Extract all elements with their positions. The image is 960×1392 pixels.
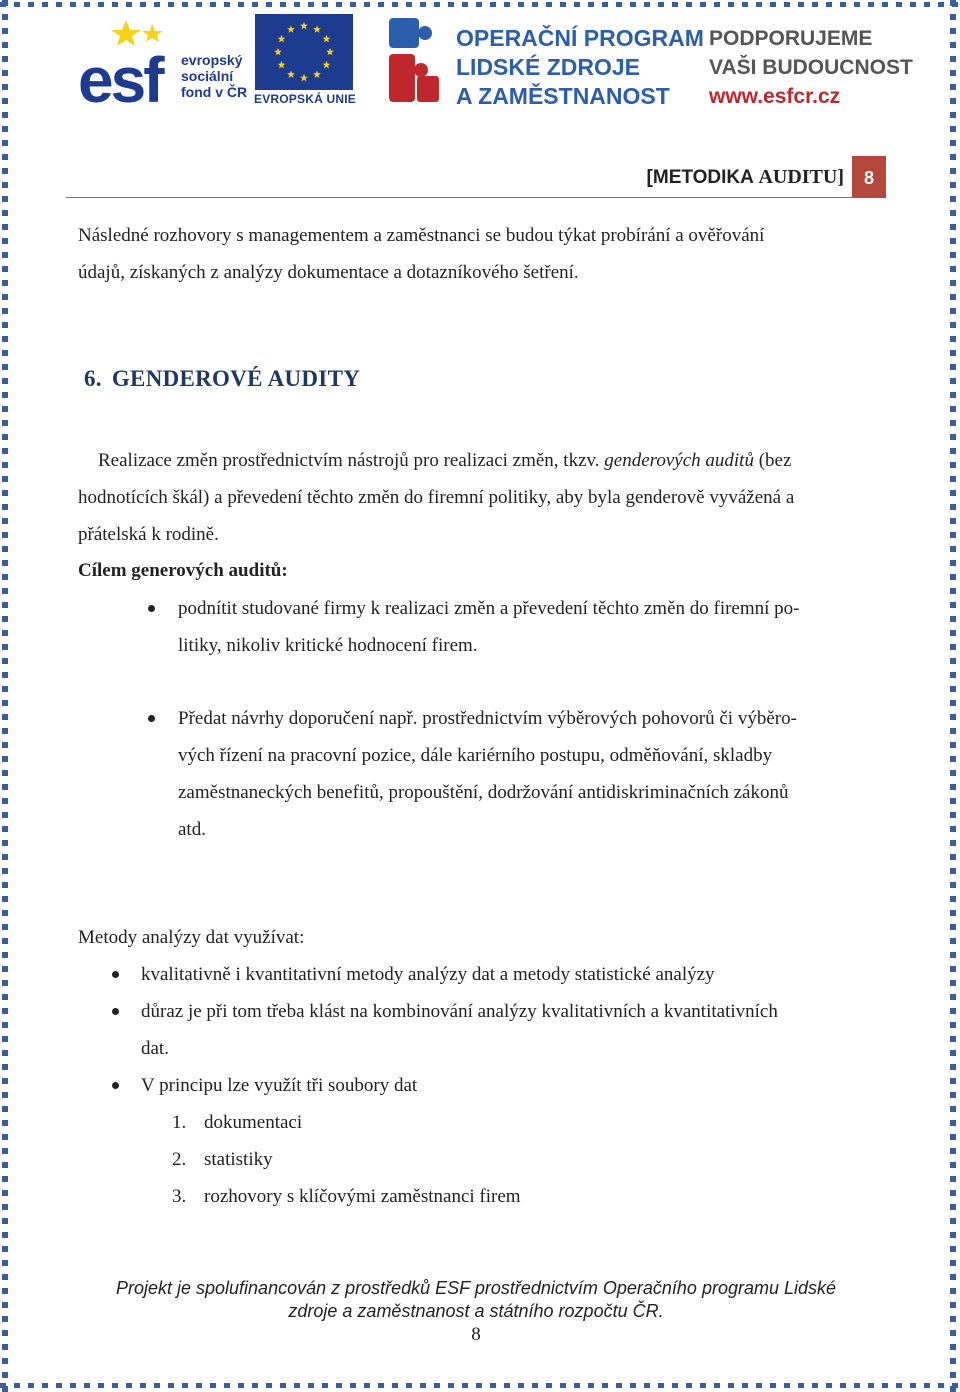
bullet-icon <box>148 715 155 722</box>
esf-logo-letters: esf <box>78 44 162 106</box>
page-border-left <box>2 0 8 1392</box>
bullet-icon <box>112 1082 119 1089</box>
para1-line-1-italic: genderových auditů <box>604 450 754 471</box>
intro-line-2: údajů, získaných z analýzy dokumentace a dotazníkového šetření. <box>78 262 579 283</box>
dataset-3-num: 3. <box>172 1186 187 1207</box>
running-head-title-b: AUDITU] <box>758 166 844 188</box>
section-title: GENDEROVÉ AUDITY <box>111 366 361 391</box>
para1-line-2: hodnotících škál) a převedení těchto změn do firemní politiky, aby byla genderově vyvážená a <box>78 487 795 508</box>
running-head <box>66 156 886 198</box>
list-item <box>178 590 800 664</box>
slogan-web[interactable]: www.esfcr.cz <box>709 85 841 108</box>
goal-2-line-1: Předat návrhy doporučení např. prostřednictvím výběrových pohovorů či výběro- <box>178 708 797 729</box>
goals-heading: Cílem generových auditů: <box>78 560 288 581</box>
goal-2-line-2: vých řízení na pracovní pozice, dále kariérního postupu, odměňování, skladby <box>178 745 773 766</box>
slogan-line-1: PODPORUJEME <box>709 27 873 50</box>
method-2-line-1: důraz je při tom třeba klást na kombinování analýzy kvalitativních a kvantitativních <box>141 1001 778 1022</box>
bullet-icon <box>112 1008 119 1015</box>
slogan <box>709 24 913 111</box>
dataset-1-text: dokumentaci <box>204 1112 303 1133</box>
op-line-3: A ZAMĚSTNANOST <box>456 83 670 109</box>
list-item <box>172 1178 521 1215</box>
goal-1-line-1: podnítit studované firmy k realizaci změn a převedení těchto změn do firemní po- <box>178 598 800 619</box>
intro-line-1: Následné rozhovory s managementem a zaměstnanci se budou týkat probírání a ověřování <box>78 225 765 246</box>
running-head-title <box>647 166 844 189</box>
para1-line-1 <box>98 442 898 479</box>
para1-line-1-a: Realizace změn prostřednictvím nástrojů pro realizaci změn, tkzv. <box>98 450 605 471</box>
eu-flag-icon <box>255 14 353 90</box>
esf-logo-text <box>181 52 247 100</box>
dataset-1-num: 1. <box>172 1112 187 1133</box>
list-item <box>178 700 797 848</box>
dataset-2-num: 2. <box>172 1149 187 1170</box>
datasets-list <box>172 1104 521 1215</box>
bullet-icon <box>148 605 155 612</box>
list-item <box>172 1104 521 1141</box>
logo-bar <box>0 0 960 115</box>
esf-line-1: evropský <box>181 52 243 68</box>
esf-line-2: sociální <box>181 68 234 84</box>
list-item <box>141 956 778 993</box>
section-number: 6. <box>84 366 102 391</box>
op-line-1: OPERAČNÍ PROGRAM <box>456 25 704 51</box>
section-heading <box>84 366 360 392</box>
slogan-line-2: VAŠI BUDOUCNOST <box>709 56 913 79</box>
goal-1-line-2: litiky, nikoliv kritické hodnocení firem. <box>178 635 478 656</box>
footer-line-2: zdroje a zaměstnanost a státního rozpočtu ČR. <box>288 1301 664 1321</box>
bullet-icon <box>112 971 119 978</box>
goals-list <box>178 590 800 664</box>
eu-logo-text: EVROPSKÁ UNIE <box>254 92 356 106</box>
page-border-right <box>950 0 956 1392</box>
esf-line-3: fond v ČR <box>181 84 248 100</box>
method-1-line-1: kvalitativně i kvantitativní metody analýzy dat a metody statistické analýzy <box>141 964 715 985</box>
goal-2-line-3: zaměstnaneckých benefitů, propouštění, dodržování antidiskriminačních zákonů <box>178 782 789 803</box>
running-head-page: 8 <box>852 156 886 198</box>
method-3-line-1: V principu lze využít tři soubory dat <box>141 1075 418 1096</box>
list-item <box>141 993 778 1067</box>
dataset-3-text: rozhovory s klíčovými zaměstnanci firem <box>204 1186 521 1207</box>
para1-line-3: přátelská k rodině. <box>78 524 219 545</box>
method-2-line-2: dat. <box>141 1038 169 1059</box>
page-border-top <box>0 2 960 7</box>
op-logo-text <box>456 24 704 111</box>
esf-logo-mark <box>78 14 178 106</box>
para1-line-1-b: (bez <box>753 450 792 471</box>
goal-2-line-4: atd. <box>178 819 206 840</box>
running-head-rule <box>66 197 852 198</box>
page-border-bottom <box>0 1383 960 1388</box>
list-item <box>172 1141 521 1178</box>
methods-heading: Metody analýzy dat využívat: <box>78 927 305 948</box>
running-head-title-a: [METODIKA <box>646 167 759 188</box>
methods-list <box>141 956 778 1104</box>
footer-line-1: Projekt je spolufinancován z prostředků ESF prostřednictvím Operačního programu Lidské <box>115 1278 837 1298</box>
footer-note <box>60 1277 892 1323</box>
goals-list-2 <box>178 700 797 848</box>
op-line-2: LIDSKÉ ZDROJE <box>456 54 641 80</box>
op-puzzle-icon <box>387 14 447 106</box>
list-item <box>141 1067 778 1104</box>
dataset-2-text: statistiky <box>204 1149 273 1170</box>
footer-page-number: 8 <box>471 1324 481 1345</box>
